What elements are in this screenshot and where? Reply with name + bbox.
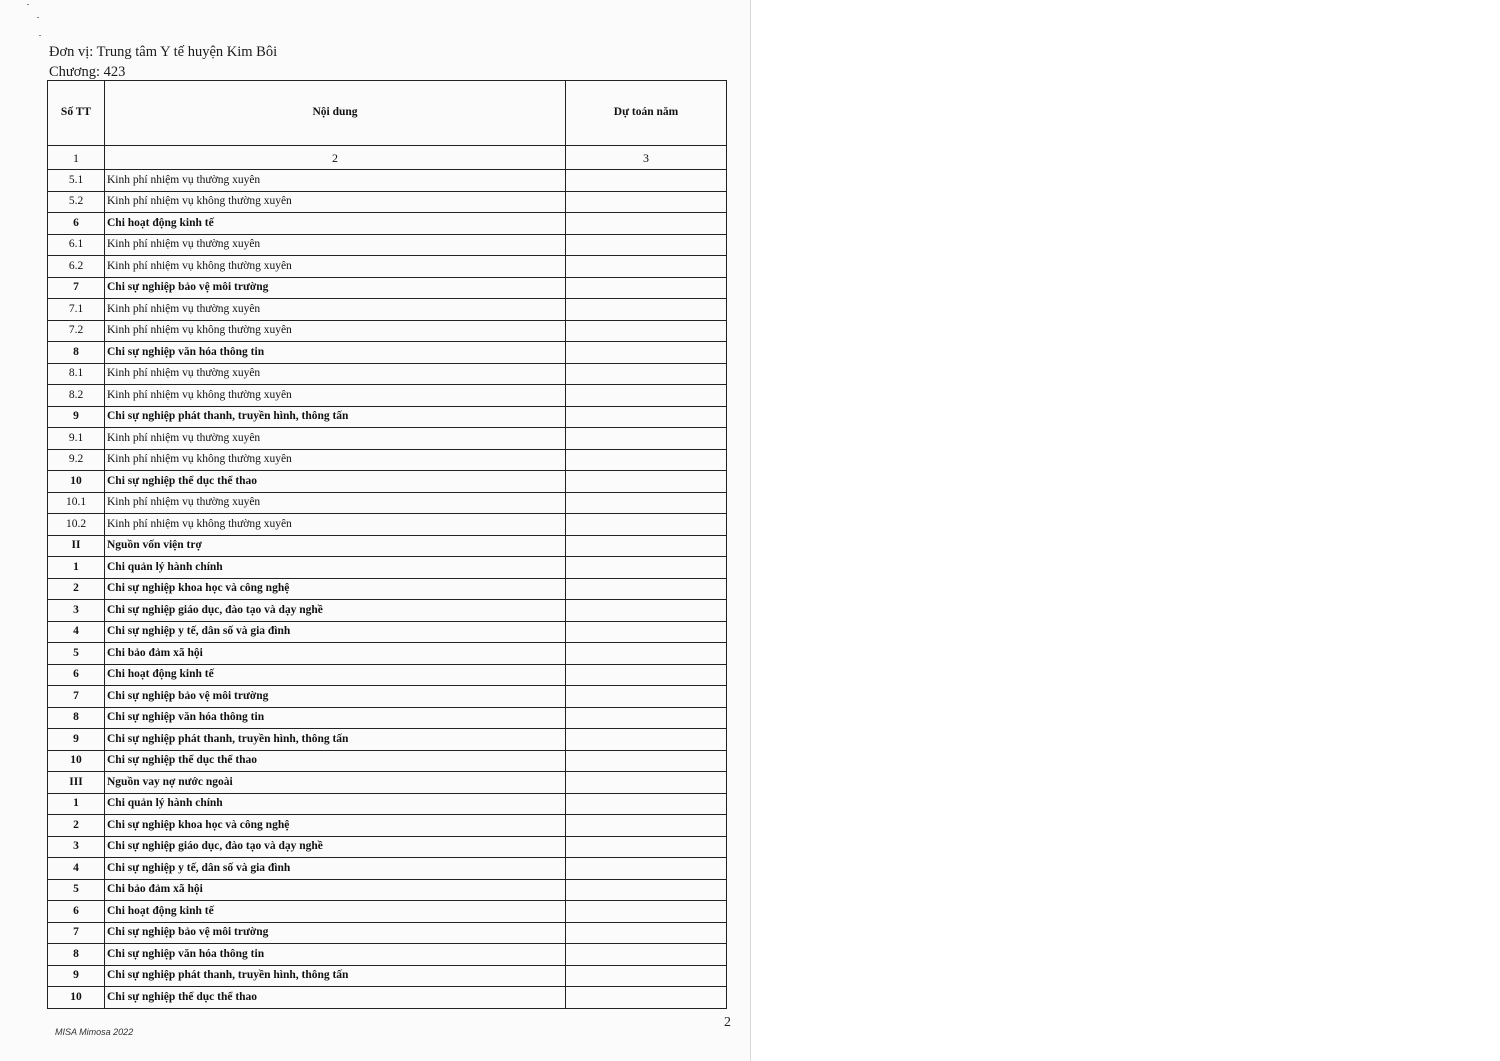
table-row (48, 922, 727, 944)
row-budget-cell (566, 793, 727, 815)
row-budget-cell (566, 621, 727, 643)
column-header-stt: Số TT (48, 81, 105, 146)
row-content-cell: Chi sự nghiệp thể dục thể thao (105, 987, 566, 1009)
column-header-budget: Dự toán năm (566, 81, 727, 146)
table-row (48, 277, 727, 299)
row-number-cell: 9 (48, 729, 105, 751)
column-number: 1 (48, 146, 105, 170)
table-row (48, 492, 727, 514)
row-number-cell: 6 (48, 901, 105, 923)
row-budget-cell (566, 729, 727, 751)
row-content-cell: Chi sự nghiệp văn hóa thông tin (105, 342, 566, 364)
table-row (48, 707, 727, 729)
row-budget-cell (566, 191, 727, 213)
table-row (48, 987, 727, 1009)
row-number-cell: 2 (48, 578, 105, 600)
table-row (48, 621, 727, 643)
row-budget-cell (566, 299, 727, 321)
scan-speck (37, 17, 39, 18)
row-content-cell: Chi hoạt động kinh tế (105, 901, 566, 923)
column-number: 3 (566, 146, 727, 170)
row-content-cell: Chi sự nghiệp giáo dục, đào tạo và dạy nghề (105, 836, 566, 858)
row-budget-cell (566, 406, 727, 428)
row-content-cell: Chi sự nghiệp bảo vệ môi trường (105, 686, 566, 708)
row-number-cell: 7 (48, 277, 105, 299)
scan-speck (27, 4, 29, 5)
row-budget-cell (566, 901, 727, 923)
row-number-cell: 10 (48, 987, 105, 1009)
row-budget-cell (566, 428, 727, 450)
row-budget-cell (566, 578, 727, 600)
row-content-cell: Chi sự nghiệp bảo vệ môi trường (105, 922, 566, 944)
row-number-cell: 10.2 (48, 514, 105, 536)
table-row (48, 750, 727, 772)
table-row (48, 578, 727, 600)
row-budget-cell (566, 686, 727, 708)
row-content-cell: Chi sự nghiệp thể dục thể thao (105, 750, 566, 772)
row-number-cell: 8 (48, 944, 105, 966)
row-content-cell: Chi sự nghiệp phát thanh, truyền hình, thông tấn (105, 729, 566, 751)
budget-table (47, 80, 727, 1009)
table-header-row (48, 81, 727, 146)
row-budget-cell (566, 492, 727, 514)
row-budget-cell (566, 879, 727, 901)
row-budget-cell (566, 213, 727, 235)
software-footer: MISA Mimosa 2022 (55, 1027, 134, 1037)
row-content-cell: Chi sự nghiệp văn hóa thông tin (105, 707, 566, 729)
table-row (48, 965, 727, 987)
row-number-cell: 10.1 (48, 492, 105, 514)
row-content-cell: Kinh phí nhiệm vụ thường xuyên (105, 492, 566, 514)
table-row (48, 944, 727, 966)
row-number-cell: 6 (48, 664, 105, 686)
row-number-cell: 7 (48, 922, 105, 944)
row-number-cell: 4 (48, 858, 105, 880)
row-content-cell: Chi sự nghiệp phát thanh, truyền hình, thông tấn (105, 965, 566, 987)
row-budget-cell (566, 471, 727, 493)
row-content-cell: Chi sự nghiệp y tế, dân số và gia đình (105, 858, 566, 880)
row-number-cell: 8 (48, 342, 105, 364)
row-content-cell: Chi bảo đảm xã hội (105, 879, 566, 901)
row-content-cell: Chi quản lý hành chính (105, 557, 566, 579)
row-budget-cell (566, 944, 727, 966)
row-content-cell: Chi sự nghiệp y tế, dân số và gia đình (105, 621, 566, 643)
row-content-cell: Chi sự nghiệp giáo dục, đào tạo và dạy nghề (105, 600, 566, 622)
row-budget-cell (566, 320, 727, 342)
row-number-cell: 2 (48, 815, 105, 837)
row-budget-cell (566, 965, 727, 987)
table-row (48, 449, 727, 471)
row-content-cell: Chi sự nghiệp bảo vệ môi trường (105, 277, 566, 299)
row-content-cell: Kinh phí nhiệm vụ không thường xuyên (105, 514, 566, 536)
row-budget-cell (566, 836, 727, 858)
row-content-cell: Kinh phí nhiệm vụ thường xuyên (105, 363, 566, 385)
row-number-cell: 9.1 (48, 428, 105, 450)
table-row (48, 256, 727, 278)
row-number-cell: 7 (48, 686, 105, 708)
table-row (48, 535, 727, 557)
row-content-cell: Nguồn vốn viện trợ (105, 535, 566, 557)
row-number-cell: 8 (48, 707, 105, 729)
table-row (48, 406, 727, 428)
row-number-cell: 6 (48, 213, 105, 235)
scan-speck (39, 35, 41, 36)
row-budget-cell (566, 363, 727, 385)
row-content-cell: Chi bảo đảm xã hội (105, 643, 566, 665)
row-content-cell: Chi quản lý hành chính (105, 793, 566, 815)
row-budget-cell (566, 815, 727, 837)
page-number: 2 (724, 1015, 731, 1030)
table-row (48, 858, 727, 880)
row-budget-cell (566, 922, 727, 944)
table-row (48, 729, 727, 751)
row-number-cell: 9 (48, 406, 105, 428)
row-number-cell: 8.2 (48, 385, 105, 407)
row-budget-cell (566, 750, 727, 772)
row-number-cell: 4 (48, 621, 105, 643)
row-budget-cell (566, 535, 727, 557)
row-budget-cell (566, 600, 727, 622)
chapter-code: Chương: 423 (49, 64, 126, 80)
column-number-row (48, 146, 727, 170)
table-row (48, 686, 727, 708)
row-budget-cell (566, 449, 727, 471)
table-row (48, 600, 727, 622)
row-content-cell: Chi hoạt động kinh tế (105, 664, 566, 686)
row-content-cell: Kinh phí nhiệm vụ thường xuyên (105, 170, 566, 192)
table-row (48, 320, 727, 342)
row-budget-cell (566, 664, 727, 686)
row-budget-cell (566, 234, 727, 256)
table-row (48, 772, 727, 794)
row-budget-cell (566, 707, 727, 729)
row-content-cell: Chi sự nghiệp văn hóa thông tin (105, 944, 566, 966)
row-number-cell: 5.2 (48, 191, 105, 213)
row-budget-cell (566, 170, 727, 192)
table-row (48, 385, 727, 407)
row-number-cell: 9.2 (48, 449, 105, 471)
table-row (48, 170, 727, 192)
table-row (48, 664, 727, 686)
row-number-cell: 5 (48, 643, 105, 665)
row-number-cell: 1 (48, 557, 105, 579)
row-content-cell: Kinh phí nhiệm vụ không thường xuyên (105, 385, 566, 407)
row-number-cell: 6.2 (48, 256, 105, 278)
table-row (48, 901, 727, 923)
table-row (48, 557, 727, 579)
row-budget-cell (566, 987, 727, 1009)
table-row (48, 299, 727, 321)
row-content-cell: Chi sự nghiệp khoa học và công nghệ (105, 815, 566, 837)
table-row (48, 879, 727, 901)
row-content-cell: Chi sự nghiệp phát thanh, truyền hình, thông tấn (105, 406, 566, 428)
row-content-cell: Chi hoạt động kinh tế (105, 213, 566, 235)
row-budget-cell (566, 385, 727, 407)
table-row (48, 428, 727, 450)
row-number-cell: 9 (48, 965, 105, 987)
row-number-cell: 3 (48, 600, 105, 622)
row-number-cell: 7.2 (48, 320, 105, 342)
row-number-cell: III (48, 772, 105, 794)
row-content-cell: Kinh phí nhiệm vụ thường xuyên (105, 299, 566, 321)
row-number-cell: 10 (48, 750, 105, 772)
row-budget-cell (566, 557, 727, 579)
row-content-cell: Kinh phí nhiệm vụ không thường xuyên (105, 191, 566, 213)
row-budget-cell (566, 514, 727, 536)
row-content-cell: Kinh phí nhiệm vụ thường xuyên (105, 428, 566, 450)
row-content-cell: Kinh phí nhiệm vụ không thường xuyên (105, 256, 566, 278)
row-number-cell: 3 (48, 836, 105, 858)
row-number-cell: 10 (48, 471, 105, 493)
row-content-cell: Chi sự nghiệp thể dục thể thao (105, 471, 566, 493)
row-budget-cell (566, 256, 727, 278)
row-number-cell: 8.1 (48, 363, 105, 385)
table-row (48, 213, 727, 235)
table-row (48, 342, 727, 364)
row-budget-cell (566, 643, 727, 665)
row-content-cell: Kinh phí nhiệm vụ thường xuyên (105, 234, 566, 256)
row-number-cell: II (48, 535, 105, 557)
table-row (48, 836, 727, 858)
row-number-cell: 5 (48, 879, 105, 901)
table-row (48, 191, 727, 213)
row-number-cell: 7.1 (48, 299, 105, 321)
column-header-content: Nội dung (105, 81, 566, 146)
row-budget-cell (566, 342, 727, 364)
row-budget-cell (566, 858, 727, 880)
table-row (48, 514, 727, 536)
unit-name: Đơn vị: Trung tâm Y tế huyện Kim Bôi (49, 44, 278, 60)
table-row (48, 363, 727, 385)
row-number-cell: 5.1 (48, 170, 105, 192)
table-row (48, 793, 727, 815)
row-content-cell: Nguồn vay nợ nước ngoài (105, 772, 566, 794)
table-row (48, 815, 727, 837)
row-budget-cell (566, 772, 727, 794)
row-content-cell: Kinh phí nhiệm vụ không thường xuyên (105, 320, 566, 342)
table-row (48, 234, 727, 256)
row-number-cell: 1 (48, 793, 105, 815)
row-budget-cell (566, 277, 727, 299)
table-row (48, 471, 727, 493)
row-content-cell: Chi sự nghiệp khoa học và công nghệ (105, 578, 566, 600)
column-number: 2 (105, 146, 566, 170)
row-number-cell: 6.1 (48, 234, 105, 256)
table-row (48, 643, 727, 665)
row-content-cell: Kinh phí nhiệm vụ không thường xuyên (105, 449, 566, 471)
